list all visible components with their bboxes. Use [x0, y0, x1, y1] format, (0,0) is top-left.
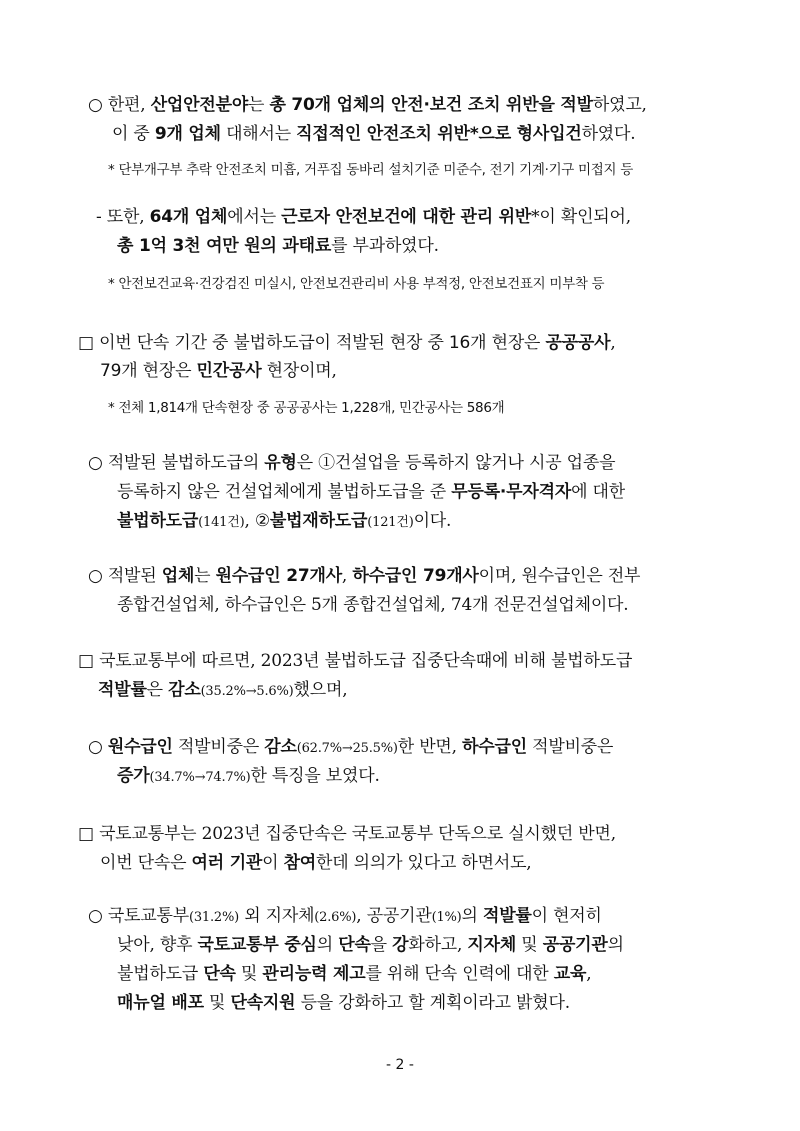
text-run: ○ 적발된: [88, 566, 162, 586]
text-run: 이 현저히: [531, 906, 602, 926]
bold-text-run: 감소: [168, 680, 201, 700]
bold-text-run: 관리능력 제고: [262, 964, 366, 984]
bold-text-run: 산업안전분야: [150, 95, 249, 115]
text-run: 적발비중은: [172, 737, 265, 757]
bold-text-run: 원수급인: [107, 737, 173, 757]
text-run: (2.6%): [314, 910, 357, 925]
bold-text-run: 직접적인 안전조치 위반*으로 형사입건: [296, 124, 582, 144]
text-run: 의: [607, 935, 624, 955]
text-run: (31.2%): [188, 910, 239, 925]
text-run: 79개: [100, 361, 138, 381]
text-run: 는: [194, 566, 216, 586]
text-run: 외 지자체: [239, 906, 315, 926]
bold-text-run: 감소: [264, 737, 297, 757]
s5-line-1: [117, 594, 628, 616]
text-run: (62.7%→25.5%): [296, 741, 398, 756]
text-run: 이다.: [413, 511, 452, 531]
bold-text-run: 공공기관: [542, 935, 608, 955]
bold-text-run: 적발률: [482, 906, 532, 926]
text-run: 이 중: [112, 124, 155, 144]
text-run: 및: [235, 964, 263, 984]
text-run: (35.2%→5.6%): [200, 684, 294, 699]
text-run: 이번 단속은: [100, 853, 192, 873]
text-run: 및: [203, 993, 231, 1013]
bold-text-run: 공공공사: [545, 333, 611, 353]
bold-text-run: 지자체: [467, 935, 517, 955]
s4-line-2: [117, 510, 451, 534]
s9-line-3: [117, 992, 570, 1014]
bold-text-run: 하수급인: [462, 737, 527, 757]
text-run: 이: [262, 853, 284, 873]
text-run: 에서는: [227, 207, 282, 227]
bold-text-run: 강: [392, 935, 409, 955]
s2-footnote: * 안전보건교육·건강검진 미실시, 안전보건관리비 사용 부적정, 안전보건표지 미부착 등: [108, 276, 605, 292]
text-run: 의: [316, 935, 339, 955]
text-run: 이며, 원수급인은 전부: [478, 566, 641, 586]
s2-line-0: [96, 206, 631, 228]
bold-text-run: 업체: [161, 566, 195, 586]
text-run: (121건): [367, 515, 414, 530]
text-run: 은: [146, 680, 169, 700]
text-run: ○ 한편,: [88, 95, 151, 115]
text-run: 의: [461, 906, 483, 926]
text-run: □ 이번 단속 기간 중 불법하도급이 적발된 현장 중: [78, 333, 449, 353]
bold-text-run: 무등록·무자격자: [451, 482, 572, 502]
bold-text-run: 총 70개 업체의 안전·보건 조치 위반을 적발: [269, 95, 593, 115]
text-run: ○ 적발된 불법하도급의: [88, 453, 265, 473]
bold-text-run: 매뉴얼 배포: [117, 993, 204, 1013]
text-run: 불법하도급: [117, 964, 204, 984]
text-run: 대해서는: [220, 124, 297, 144]
text-run: 을: [370, 935, 393, 955]
bold-text-run: 불법하도급: [117, 511, 199, 531]
text-run: ,: [610, 333, 616, 353]
bold-text-run: 9개 업체: [154, 124, 221, 144]
text-run: 현장은: [486, 333, 546, 353]
text-run: (34.7%→74.7%): [149, 770, 251, 785]
s4-line-1: [117, 481, 625, 503]
bold-text-run: 적발률: [98, 680, 147, 700]
text-run: 는: [248, 95, 270, 115]
text-run: 현장이며,: [261, 361, 337, 381]
text-run: 를 부과하였다.: [331, 236, 439, 256]
s9-line-0: [88, 905, 602, 929]
s8-line-1: [100, 852, 532, 874]
text-run: 등을 강화하고 할 계획이라고 밝혔다.: [295, 993, 570, 1013]
text-run: 및: [516, 935, 543, 955]
text-run: 등록하지 않은 건설업체에게 불법하도급을 준: [117, 482, 452, 502]
s7-line-0: [88, 736, 613, 760]
s4-line-0: [88, 452, 615, 474]
text-run: 종합건설업체, 하수급인은 5개 종합건설업체, 74개 전문건설업체이다.: [117, 595, 629, 615]
s6-line-1: [98, 679, 347, 703]
text-run: 16개: [448, 333, 487, 353]
s1-line-0: [88, 94, 647, 116]
bold-text-run: 민간공사: [196, 361, 262, 381]
bold-text-run: 단속지원: [230, 993, 296, 1013]
text-run: (1%): [431, 910, 462, 925]
bold-text-run: 단속: [338, 935, 371, 955]
text-run: 현장은: [137, 361, 197, 381]
text-run: ○ 국토교통부: [88, 906, 189, 926]
s3-line-0: [78, 332, 616, 354]
bold-text-run: 단속: [203, 964, 236, 984]
text-run: 화하고,: [408, 935, 468, 955]
page-number: - 2 -: [386, 1057, 414, 1073]
s1-line-1: [112, 123, 635, 145]
text-run: 에 대한: [571, 482, 625, 502]
bold-text-run: 증가: [117, 766, 150, 786]
bold-text-run: 국토교통부 중심: [197, 935, 317, 955]
text-run: ,: [586, 964, 592, 984]
text-run: 한 반면,: [397, 737, 463, 757]
text-run: (141건): [198, 515, 245, 530]
bold-text-run: 하수급인 79개사: [352, 566, 479, 586]
text-run: □ 국토교통부는 2023년 집중단속은 국토교통부 단독으로 실시했던 반면,: [78, 824, 616, 844]
text-run: 은 ①건설업을 등록하지 않거나 시공 업종을: [296, 453, 616, 473]
s9-line-1: [117, 934, 624, 956]
text-run: □ 국토교통부에 따르면, 2023년 불법하도급 집중단속때에 비해 불법하도급: [78, 651, 633, 671]
bold-text-run: 참여: [283, 853, 317, 873]
s5-line-0: [88, 565, 640, 587]
bold-text-run: 64개 업체: [149, 207, 228, 227]
bold-text-run: 여러 기관: [191, 853, 263, 873]
text-run: 한데 의의가 있다고 하면서도,: [316, 853, 532, 873]
s7-line-1: [117, 765, 380, 789]
s1-footnote: * 단부개구부 추락 안전조치 미흡, 거푸집 동바리 설치기준 미준수, 전기 기계·기구 미접지 등: [108, 162, 633, 178]
s8-line-0: [78, 823, 616, 845]
text-run: 한 특징을 보였다.: [250, 766, 380, 786]
text-run: ,: [341, 566, 353, 586]
text-run: 낮아, 향후: [117, 935, 198, 955]
text-run: - 또한,: [96, 207, 150, 227]
text-run: 적발비중은: [526, 737, 614, 757]
text-run: ○: [88, 737, 108, 757]
s3-footnote: * 전체 1,814개 단속현장 중 공공공사는 1,228개, 민간공사는 586개: [108, 400, 505, 416]
text-run: 를 위해 단속 인력에 대한: [365, 964, 554, 984]
s9-line-2: [117, 963, 591, 985]
text-run: 하였고,: [592, 95, 647, 115]
text-run: *이 확인되어,: [531, 207, 631, 227]
bold-text-run: 근로자 안전보건에 대한 관리 위반: [281, 207, 532, 227]
bold-text-run: 유형: [264, 453, 297, 473]
s3-line-1: [100, 360, 337, 382]
text-run: 하였다.: [581, 124, 636, 144]
bold-text-run: 총 1억 3천 여만 원의 과태료: [117, 236, 332, 256]
text-run: 했으며,: [293, 680, 348, 700]
text-run: , ②: [244, 511, 270, 531]
bold-text-run: 불법재하도급: [269, 511, 368, 531]
s6-line-0: [78, 650, 632, 672]
bold-text-run: 원수급인 27개사: [215, 566, 342, 586]
bold-text-run: 교육: [553, 964, 587, 984]
text-run: , 공공기관: [356, 906, 432, 926]
s2-line-1: [117, 235, 439, 257]
